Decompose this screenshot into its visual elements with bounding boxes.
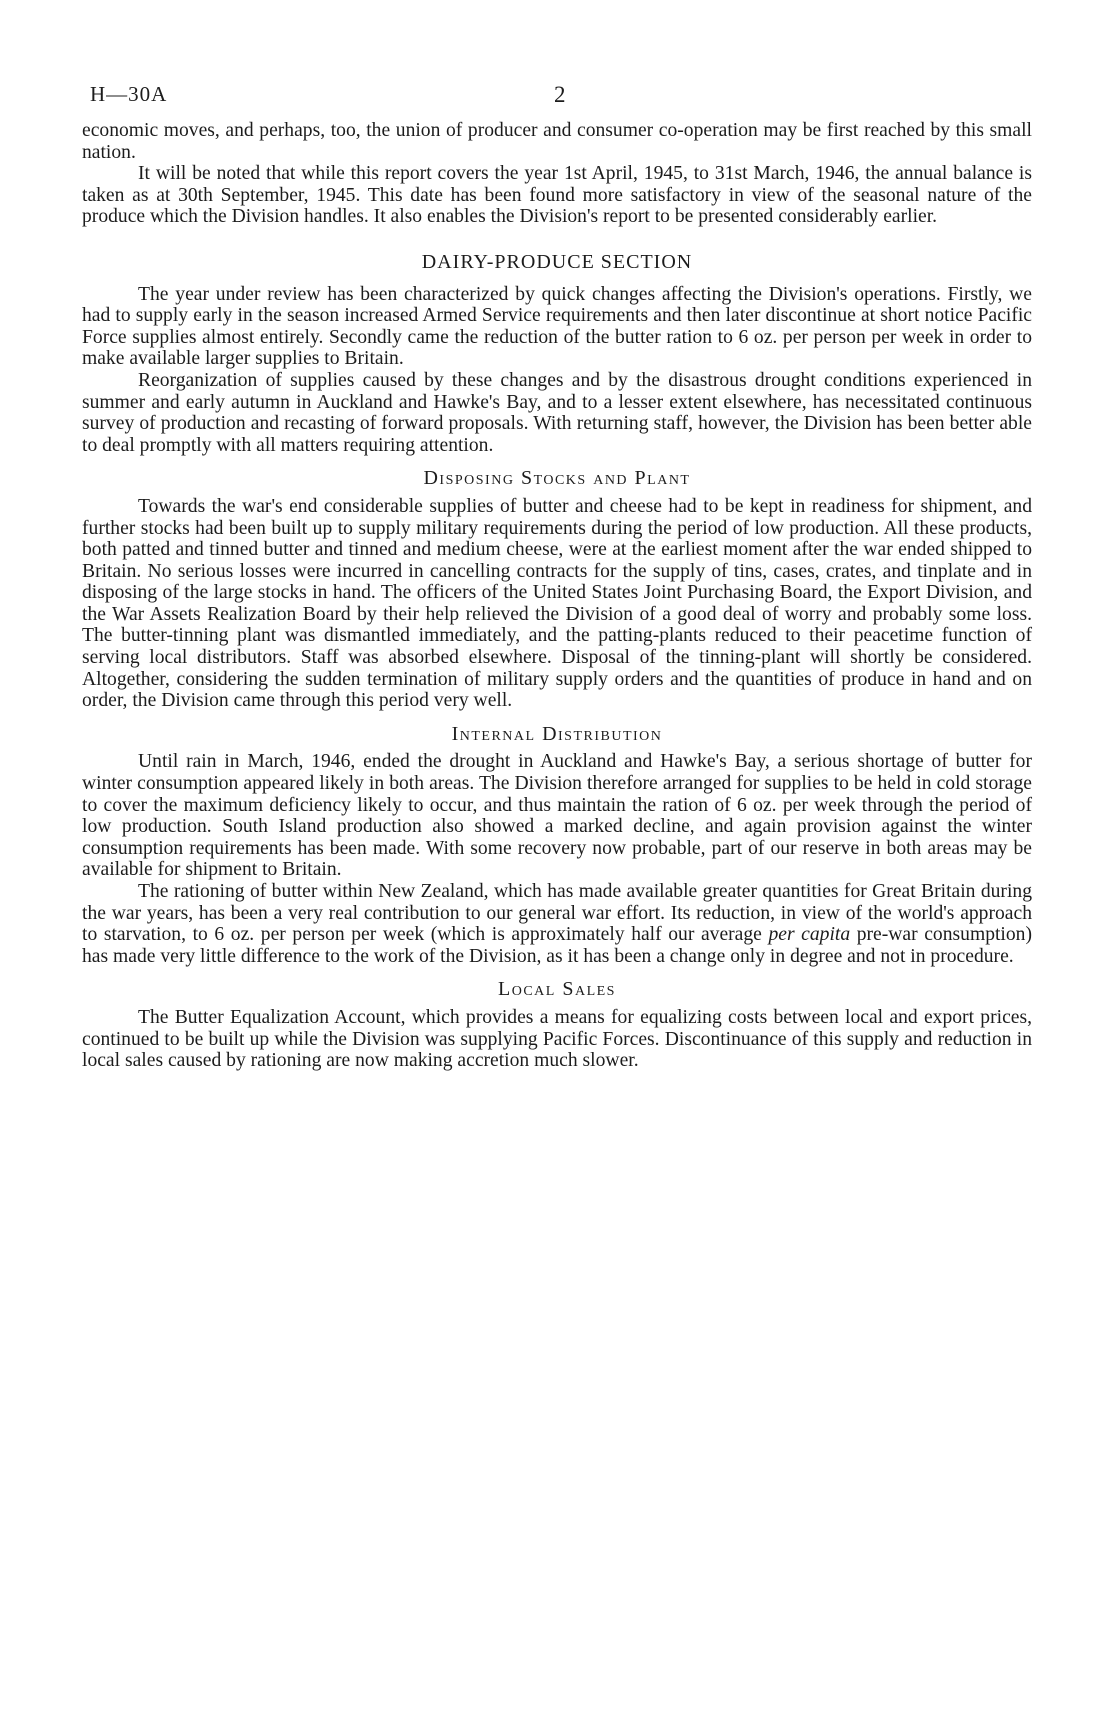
per-capita-italic: per capita <box>768 924 851 946</box>
local-sales-paragraph: The Butter Equalization Account, which provides a means for equalizing costs between local and export prices, continued to be built up while the Division was supplying Pacific Forces. Discontinuance of this supply and reduction in local sales caused by rationing are now making accretion much slower. <box>82 1006 1032 1072</box>
intro-paragraph-report-period: It will be noted that while this report covers the year 1st April, 1945, to 31st March, 1946, the annual balance is taken as at 30th September, 1945. This date has been found more satisfactory in view of the seasonal nature of the produce which the Division handles. It also enables the Division's report to be presented considerably earlier. <box>82 163 1032 228</box>
internal-distribution-paragraph-1: Until rain in March, 1946, ended the drought in Auckland and Hawke's Bay, a serious shortage of butter for winter consumption appeared likely in both areas. The Division therefore arranged for supplies to be held in cold storage to cover the maximum deficiency likely to occur, and thus maintain the ration of 6 oz. per week through the period of low production. South Island production also showed a marked decline, and again provision against the winter consumption requirements has been made. With some recovery now probable, part of our reserve in both areas may be available for shipment to Britain. <box>82 751 1032 881</box>
intro-paragraph-continued: economic moves, and perhaps, too, the union of producer and consumer co-operation may be first reached by this small nation. <box>82 120 1032 163</box>
rationing-text-start: The rationing of butter within New Zealand, which has made available greater quantities for Great Britain during the war years, has been a very real contribution to our general war effort. Its reduction, in view of the world's approach to starvation, to 6 oz. per person per week (which is approximately half our average <box>82 881 1032 946</box>
internal-distribution-heading: Internal Distribution <box>451 722 663 745</box>
page-header <box>82 82 1032 120</box>
disposing-paragraph: Towards the war's end considerable supplies of butter and cheese had to be kept in readiness for shipment, and further stocks had been built up to supply military requirements during the period of low production. All these products, both patted and tinned butter and tinned and medium cheese, were at the earliest moment after the war ended shipped to Britain. No serious losses were incurred in cancelling contracts for the supply of tins, cases, crates, and tinplate and in disposing of the large stocks in hand. The officers of the United States Joint Purchasing Board, the Export Division, and the War Assets Realization Board by their help relieved the Division of a good deal of worry and probably some loss. The butter-tinning plant was dismantled immediately, and the patting-plants reduced to their peacetime function of serving local distributors. Staff was absorbed elsewhere. Disposal of the tinning-plant will shortly be considered. Altogether, considering the sudden termination of military supply orders and the quantities of produce in hand and on order, the Division came through this period very well. <box>82 495 1032 712</box>
document-reference: H—30A <box>90 82 168 106</box>
document-page <box>82 82 1032 1072</box>
dairy-section-heading: DAIRY-PRODUCE SECTION <box>421 250 693 273</box>
rationing-text-end: pre-war consumption) has made very little difference to the work of the Division, as it has been a change only in degree and not in procedure. <box>82 924 1032 967</box>
page-number: 2 <box>554 82 566 107</box>
internal-distribution-paragraph-2 <box>82 881 1032 967</box>
disposing-stocks-heading: Disposing Stocks and Plant <box>423 467 691 490</box>
dairy-paragraph-1: The year under review has been characterized by quick changes affecting the Division's operations. Firstly, we had to supply early in the season increased Armed Service requirements and then later discontinue at short notice Pacific Force supplies almost entirely. Secondly came the reduction of the butter ration to 6 oz. per person per week in order to make available larger supplies to Britain. <box>82 283 1032 370</box>
local-sales-heading: Local Sales <box>498 978 616 1001</box>
page-content <box>82 120 1032 1072</box>
dairy-paragraph-2: Reorganization of supplies caused by these changes and by the disastrous drought conditions experienced in summer and early autumn in Auckland and Hawke's Bay, and to a lesser extent elsewhere, has necessitated continuous survey of production and recasting of forward proposals. With returning staff, however, the Division has been better able to deal promptly with all matters requiring attention. <box>82 369 1032 456</box>
